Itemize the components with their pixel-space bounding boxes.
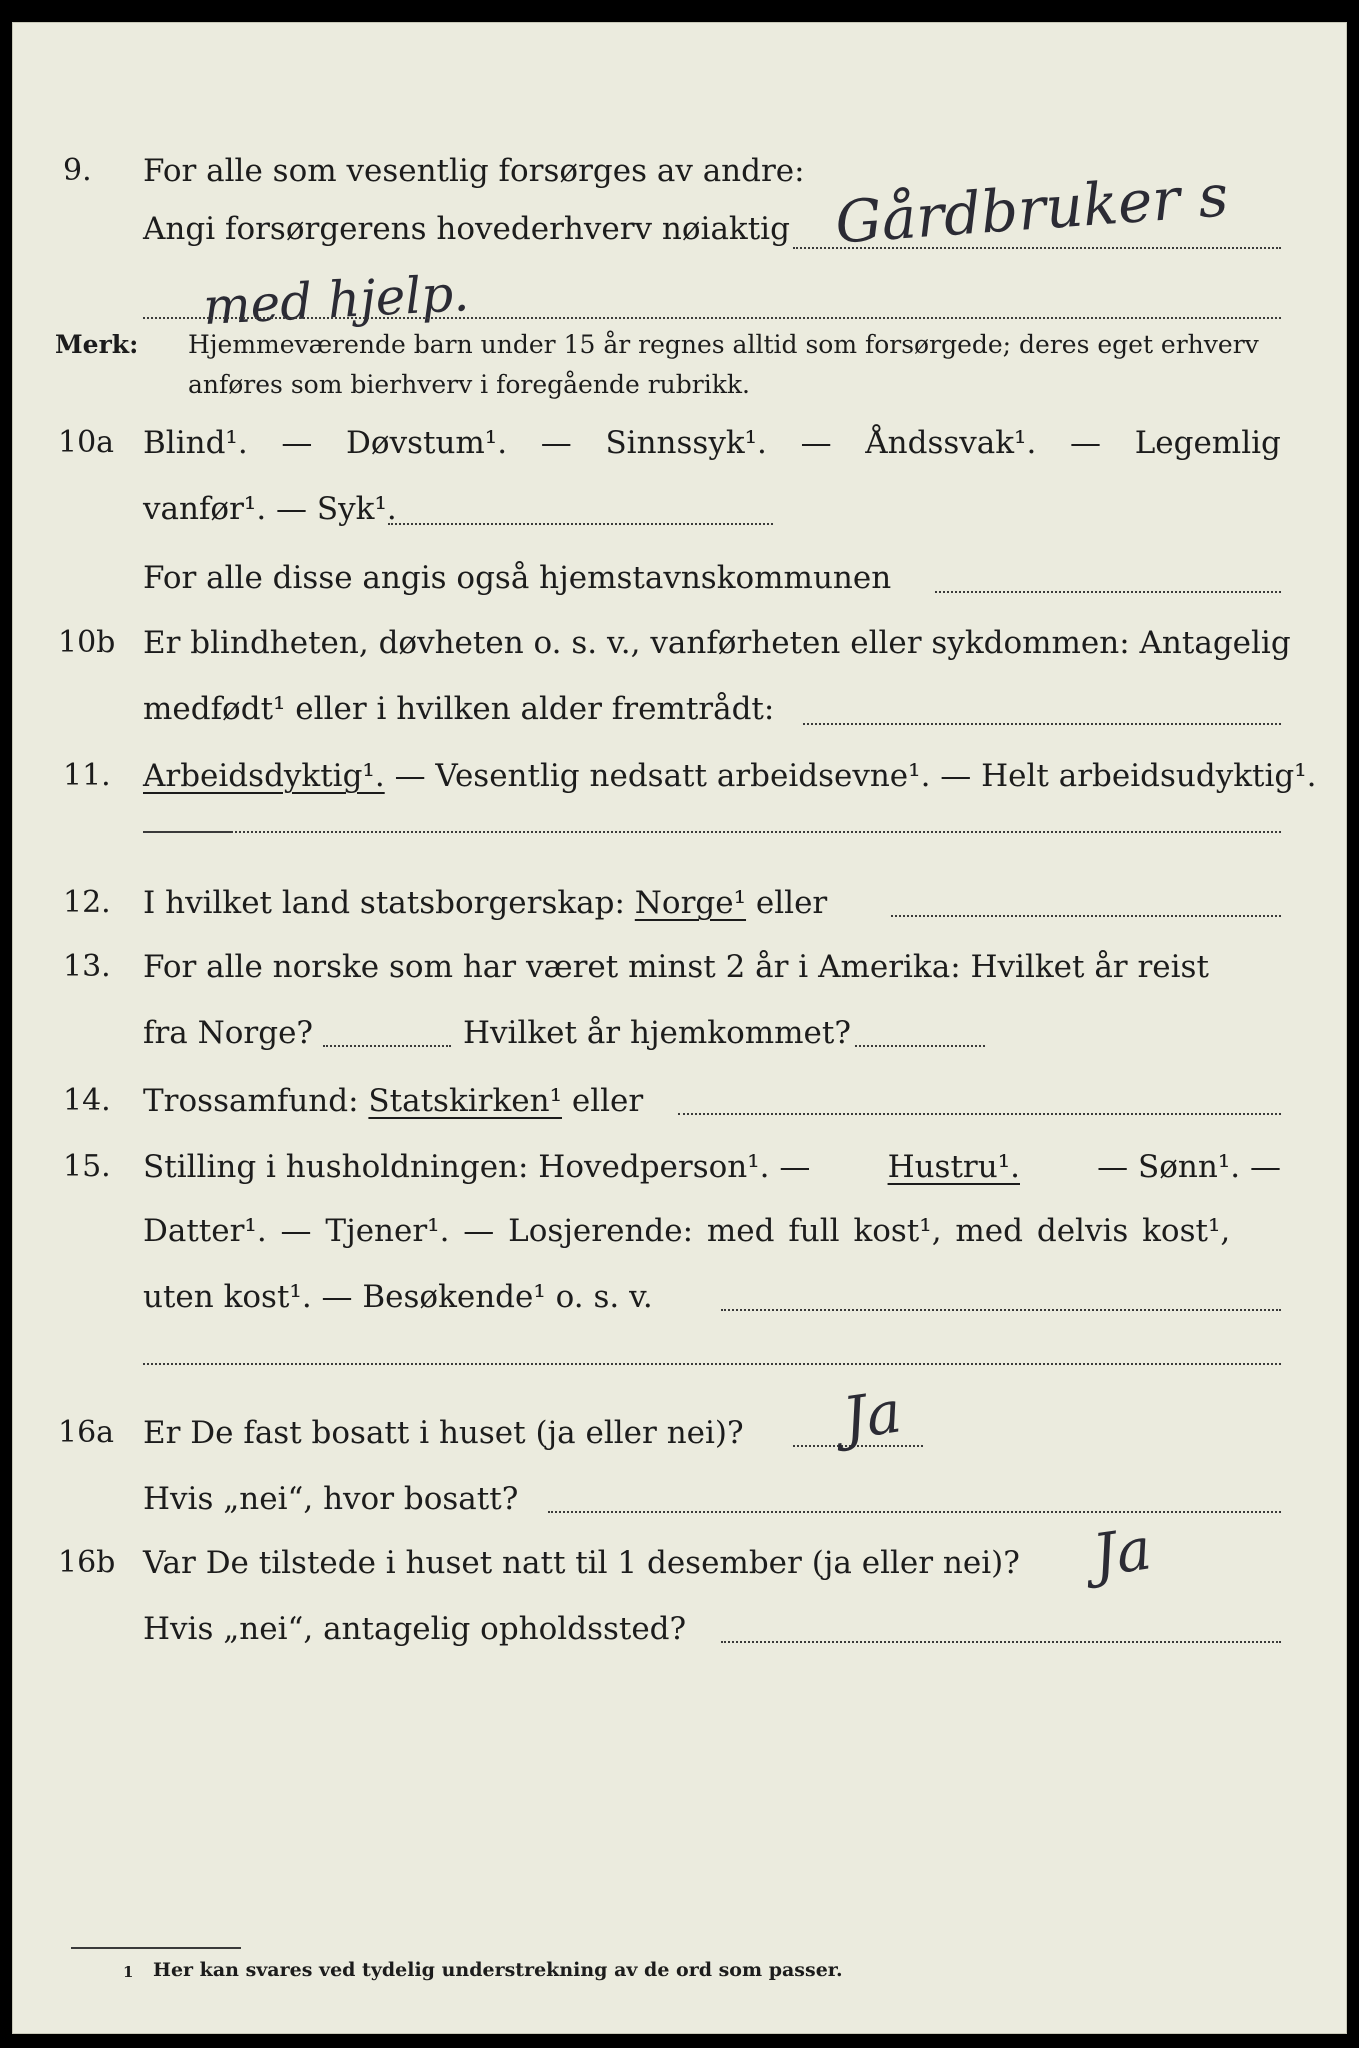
dash: — — [800, 425, 832, 461]
q16b-handwritten-answer: Ja — [1088, 1514, 1156, 1590]
census-form-page — [12, 22, 1347, 2034]
q15-answer-line-2 — [143, 1363, 1281, 1365]
q12-suffix: eller — [755, 885, 828, 921]
q15-line1-prefix: Stilling i husholdningen: Hovedperson¹. — — [143, 1149, 811, 1185]
q10a-hometown-line — [935, 591, 1281, 593]
q16b-number: 16b — [58, 1545, 116, 1580]
q10a-options — [143, 423, 1281, 463]
dash: — — [281, 425, 313, 461]
option-andssvak: Åndssvak¹. — [865, 425, 1037, 461]
footnote-text: Her kan svares ved tydelig understrekning av de ord som passer. — [153, 1959, 843, 1981]
dash: — — [540, 425, 572, 461]
q13-return-year-line — [855, 1045, 985, 1047]
q16a-handwritten-answer: Ja — [838, 1377, 906, 1453]
q15-line3: uten kost¹. — Besøkende¹ o. s. v. — [143, 1279, 653, 1315]
q9-answer-line-2 — [143, 317, 1281, 319]
q16a-line2: Hvis „nei“, hvor bosatt? — [143, 1481, 519, 1517]
q10b-line2: medfødt¹ eller i hvilken alder fremtrådt: — [143, 691, 775, 727]
dash: — — [1070, 425, 1102, 461]
q16a-number: 16a — [58, 1415, 115, 1450]
q10a-line3: For alle disse angis også hjemstavnskommunen — [143, 560, 892, 596]
q10a-number: 10a — [58, 425, 115, 460]
q12-selected-answer: Norge¹ — [634, 885, 747, 921]
note-line1: Hjemmeværende barn under 15 år regnes alltid som forsørgede; deres eget erhverv — [188, 330, 1259, 359]
q11-other-options: — Vesentlig nedsatt arbeidsevne¹. — Helt arbeidsudyktig¹. — [394, 758, 1317, 794]
q15-line1-suffix: — Sønn¹. — — [1097, 1149, 1281, 1185]
q16a-line1: Er De fast bosatt i huset (ja eller nei)? — [143, 1415, 744, 1451]
q9-handwritten-occupation: Gårdbruker s — [833, 161, 1231, 257]
footnote-mark: 1 — [123, 1963, 134, 1981]
note-label: Merk: — [55, 330, 139, 359]
q10a-line2: vanfør¹. — Syk¹. — [143, 491, 397, 527]
q12-text — [143, 883, 827, 923]
q15-number: 15. — [63, 1149, 111, 1184]
q10b-answer-line — [803, 723, 1281, 725]
q13-line2a: fra Norge? — [143, 1015, 314, 1051]
q11-number: 11. — [63, 758, 111, 793]
option-sinnssyk: Sinnssyk¹. — [605, 425, 767, 461]
option-legemlig: Legemlig — [1134, 425, 1281, 461]
q13-departure-year-line — [323, 1045, 451, 1047]
q15-line2: Datter¹. — Tjener¹. — Losjerende: med full kost¹, med delvis kost¹, — [143, 1213, 1231, 1249]
q9-line1: For alle som vesentlig forsørges av andre: — [143, 153, 805, 189]
q15-selected-answer: Hustru¹. — [887, 1149, 1020, 1185]
q14-prefix: Trossamfund: — [143, 1083, 359, 1119]
q14-answer-line — [678, 1113, 1281, 1115]
q14-number: 14. — [63, 1083, 111, 1118]
option-dovstum: Døvstum¹. — [346, 425, 508, 461]
note-line2: anføres som bierhverv i foregående rubrikk. — [188, 370, 750, 399]
q10b-number: 10b — [58, 625, 116, 660]
q16b-location-line — [721, 1641, 1281, 1643]
q9-answer-line — [793, 247, 1281, 249]
q10b-line1: Er blindheten, døvheten o. s. v., vanførheten eller sykdommen: Antagelig — [143, 625, 1291, 661]
q13-line1: For alle norske som har været minst 2 år i Amerika: Hvilket år reist — [143, 949, 1209, 985]
q12-prefix: I hvilket land statsborgerskap: — [143, 885, 625, 921]
q15-answer-line — [721, 1309, 1281, 1311]
q11-text — [143, 756, 1317, 796]
q11-selected-option: Arbeidsdyktig¹. — [143, 758, 385, 794]
option-blind: Blind¹. — [143, 425, 248, 461]
q14-suffix: eller — [571, 1083, 644, 1119]
q16b-line2: Hvis „nei“, antagelig opholdssted? — [143, 1611, 687, 1647]
q14-selected-answer: Statskirken¹ — [368, 1083, 562, 1119]
q11-short-rule — [143, 831, 233, 833]
footnote-rule — [71, 1947, 241, 1949]
q10a-answer-line — [388, 523, 773, 525]
q15-line1 — [143, 1147, 1281, 1187]
q13-line2b: Hvilket år hjemkommet? — [463, 1015, 851, 1051]
q12-number: 12. — [63, 885, 111, 920]
q9-number: 9. — [63, 153, 92, 188]
q11-answer-line — [235, 831, 1281, 833]
q9-line2: Angi forsørgerens hovederhverv nøiaktig — [143, 211, 790, 247]
q14-text — [143, 1081, 643, 1121]
q16a-location-line — [548, 1511, 1281, 1513]
q12-answer-line — [891, 915, 1281, 917]
q16b-line1: Var De tilstede i huset natt til 1 desember (ja eller nei)? — [143, 1545, 1020, 1581]
q9-handwritten-continuation: med hjelp. — [201, 264, 471, 336]
q13-number: 13. — [63, 949, 111, 984]
